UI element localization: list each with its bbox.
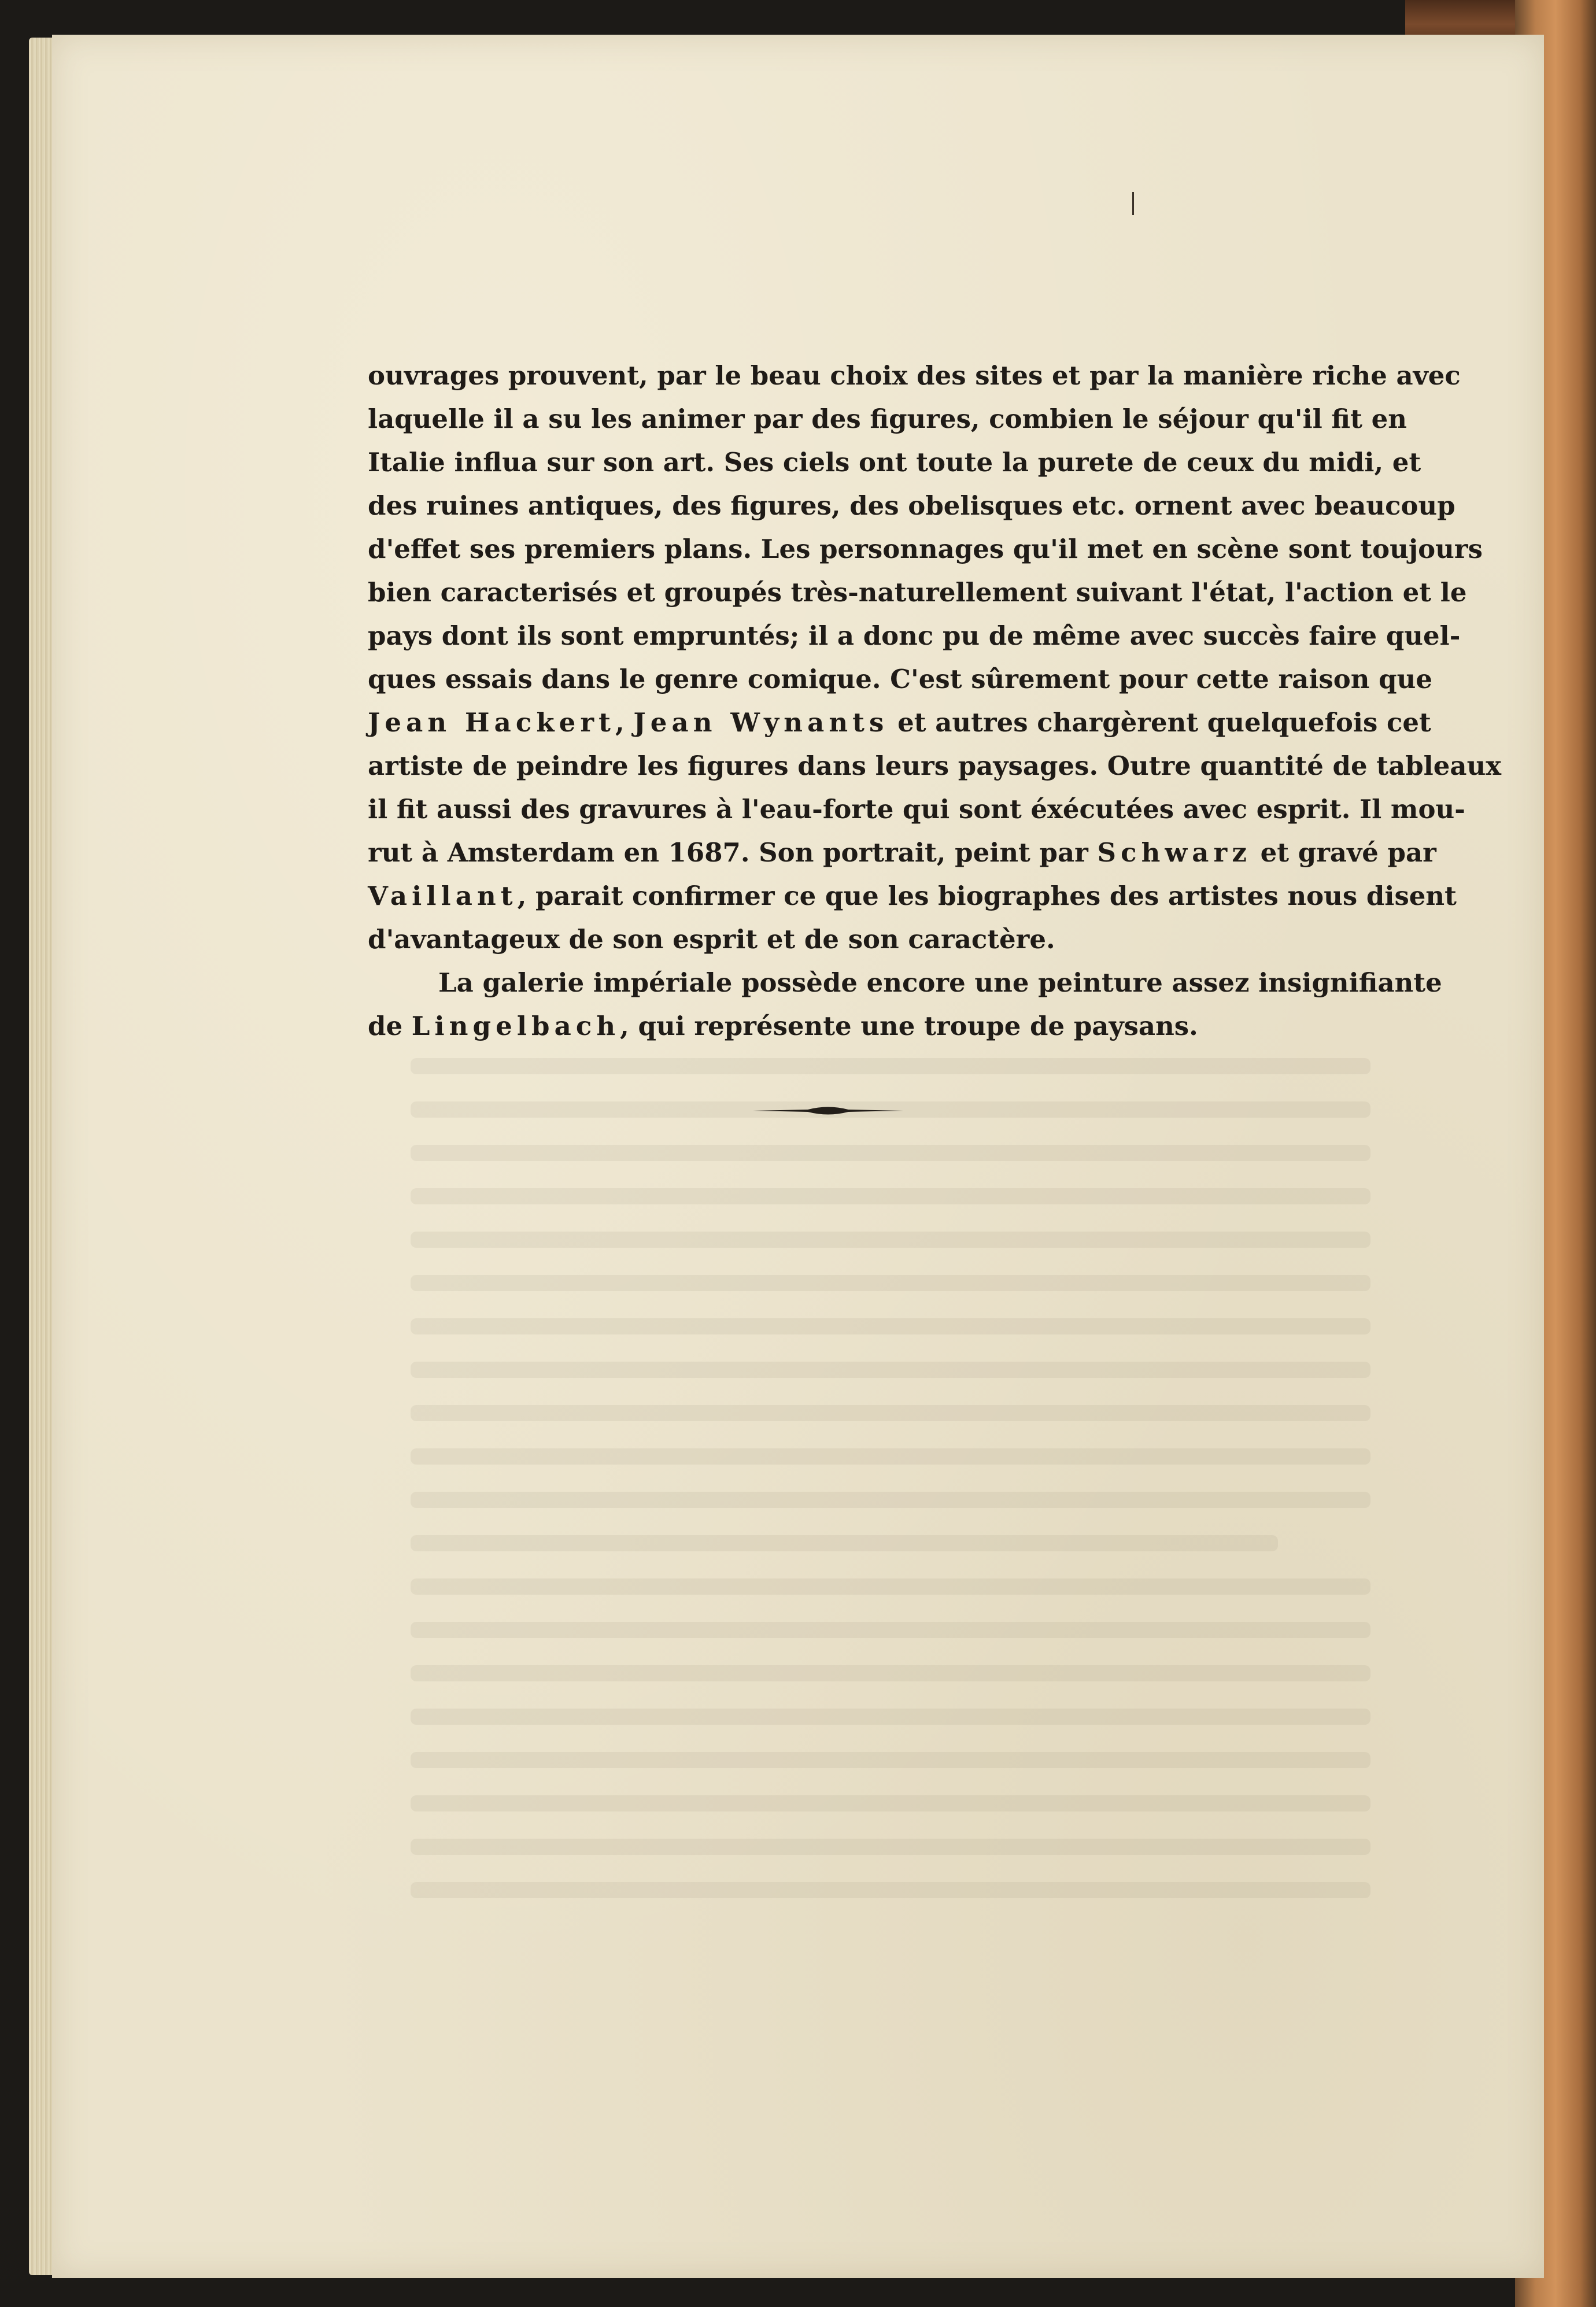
person-name: Jean Hackert [368, 707, 616, 738]
text-line: Vaillant, parait confirmer ce que les biographes des artistes nous disent [368, 881, 1457, 911]
text-line: ouvrages prouvent, par le beau choix des sites et par la manière riche avec [368, 360, 1461, 391]
text-line: il fit aussi des gravures à l'eau-forte qui sont éxécutées avec esprit. Il mou- [368, 794, 1465, 825]
text-line: d'effet ses premiers plans. Les personnages qu'il met en scène sont toujours [368, 534, 1483, 564]
text-line: ques essais dans le genre comique. C'est sûrement pour cette raison que [368, 664, 1432, 694]
text-line: Jean Hackert, Jean Wynants et autres chargèrent quelquefois cet [368, 707, 1431, 738]
text-line: des ruines antiques, des figures, des obelisques etc. ornent avec beaucoup [368, 490, 1455, 521]
text-line: artiste de peindre les figures dans leurs paysages. Outre quantité de tableaux [368, 750, 1502, 781]
person-name: Lingelbach [411, 1011, 620, 1041]
text-line: rut à Amsterdam en 1687. Son portrait, peint par Schwarz et gravé par [368, 837, 1436, 868]
reverse-side-show-through [411, 1058, 1382, 1949]
text-line: La galerie impériale possède encore une peinture assez insignifiante [438, 967, 1442, 998]
text-line: bien caracterisés et groupés très-naturellement suivant l'état, l'action et le [368, 577, 1467, 608]
text-line: pays dont ils sont empruntés; il a donc pu de même avec succès faire quel- [368, 620, 1461, 651]
text-line: de Lingelbach, qui représente une troupe de paysans. [368, 1011, 1198, 1041]
person-name: Jean Wynants [633, 707, 889, 738]
person-name: Vaillant [368, 881, 518, 911]
text-line: Italie influa sur son art. Ses ciels ont toute la purete de ceux du midi, et [368, 447, 1421, 478]
person-name: Schwarz [1097, 837, 1251, 868]
text-line: laquelle il a su les animer par des figures, combien le séjour qu'il fit en [368, 404, 1407, 434]
margin-mark [1132, 192, 1134, 215]
text-line: d'avantageux de son esprit et de son caractère. [368, 924, 1055, 955]
section-end-ornament [753, 1102, 903, 1119]
